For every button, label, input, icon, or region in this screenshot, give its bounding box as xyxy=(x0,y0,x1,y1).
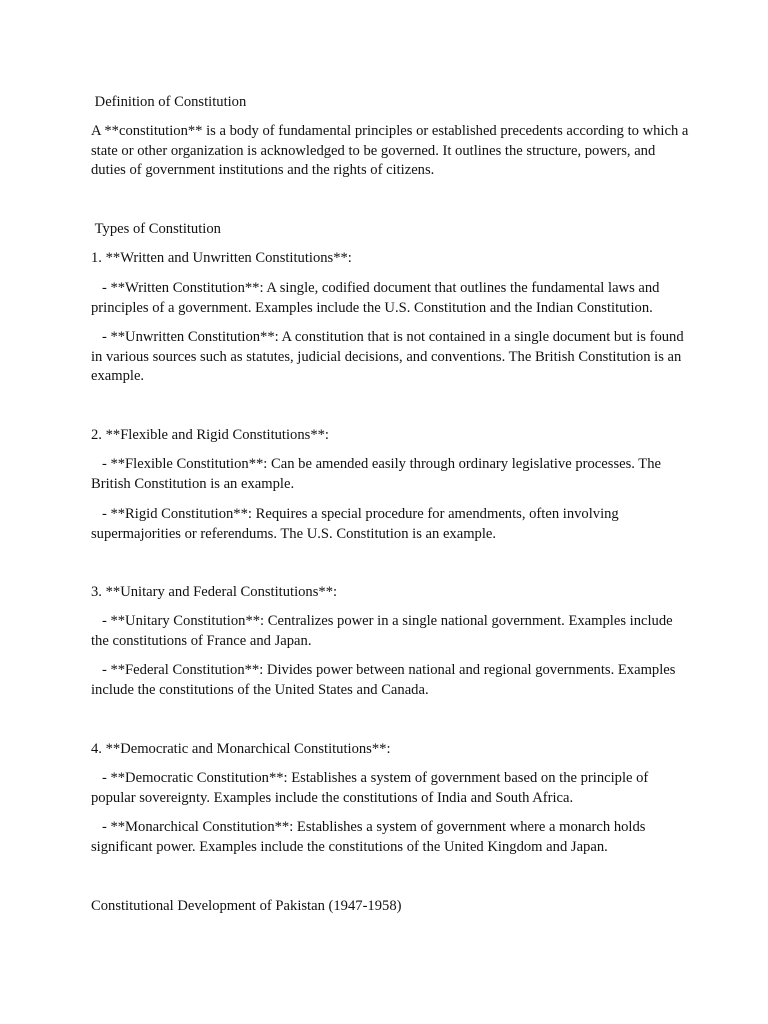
heading-definition: Definition of Constitution xyxy=(91,94,247,110)
definition-paragraph: A **constitution** is a body of fundamental principles or established precedents according to which a state or other organization is acknowledged to be governed. It outlines the structure, powers, and duties of government institutions and the rights of citizens. xyxy=(91,123,693,178)
type3-heading: 3. **Unitary and Federal Constitutions**: xyxy=(91,584,338,600)
type2-rigid-paragraph: - **Rigid Constitution**: Requires a special procedure for amendments, often involving supermajorities or referendums. The U.S. Constitution is an example. xyxy=(91,506,623,542)
type1-written-paragraph: - **Written Constitution**: A single, codified document that outlines the fundamental laws and principles of a government. Examples include the U.S. Constitution and the Indian Constitution. xyxy=(91,280,664,316)
type2-flexible-paragraph: - **Flexible Constitution**: Can be amended easily through ordinary legislative processes. The British Constitution is an example. xyxy=(91,456,665,492)
type4-heading: 4. **Democratic and Monarchical Constitutions**: xyxy=(91,741,391,757)
type3-federal-paragraph: - **Federal Constitution**: Divides power between national and regional governments. Examples include the constitutions of the United States and Canada. xyxy=(91,662,680,698)
heading-pakistan: Constitutional Development of Pakistan (1947-1958) xyxy=(91,898,402,914)
type2-heading: 2. **Flexible and Rigid Constitutions**: xyxy=(91,427,329,443)
type3-unitary-paragraph: - **Unitary Constitution**: Centralizes power in a single national government. Examples include the constitutions of France and Japan. xyxy=(91,613,677,649)
type1-heading: 1. **Written and Unwritten Constitutions**: xyxy=(91,250,352,266)
type4-monarchical-paragraph: - **Monarchical Constitution**: Establishes a system of government where a monarch holds significant power. Examples include the constitutions of the United Kingdom and Japan. xyxy=(91,819,650,855)
type4-democratic-paragraph: - **Democratic Constitution**: Establishes a system of government based on the principle of popular sovereignty. Examples include the constitutions of India and South Africa. xyxy=(91,770,652,806)
type1-unwritten-paragraph: - **Unwritten Constitution**: A constitution that is not contained in a single document but is found in various sources such as statutes, judicial decisions, and conventions. The British Constitution is an example. xyxy=(91,329,688,384)
heading-types: Types of Constitution xyxy=(91,221,221,237)
